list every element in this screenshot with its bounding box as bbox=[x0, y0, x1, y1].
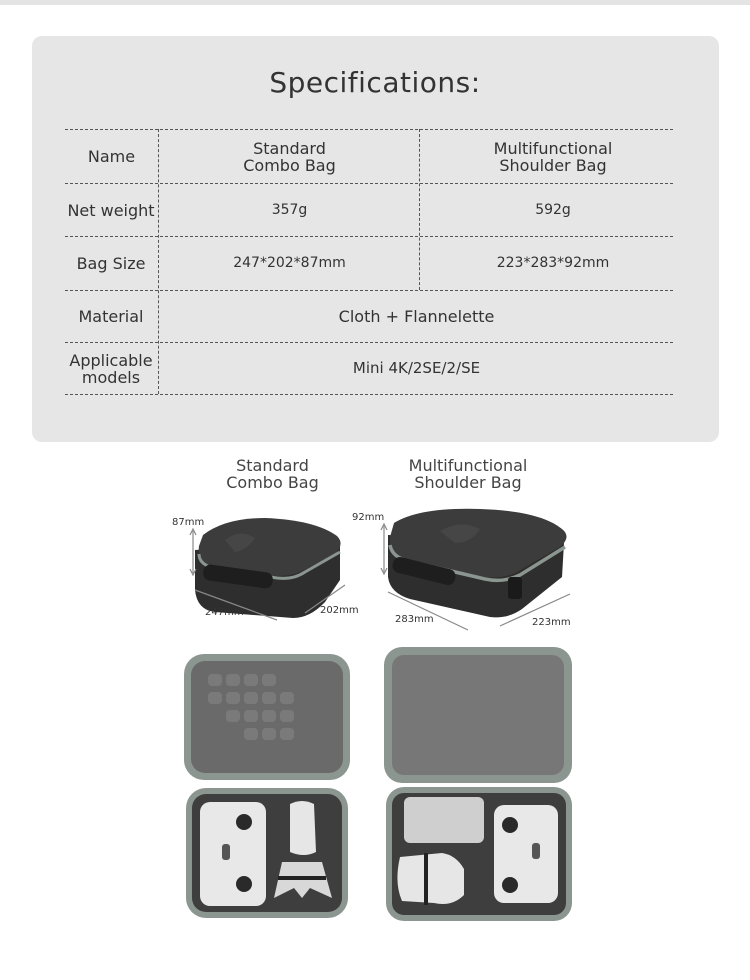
shoulder-dimension-arrows bbox=[378, 520, 578, 635]
row-label-net-weight: Net weight bbox=[67, 200, 155, 220]
standard-depth-dim: 202mm bbox=[320, 605, 359, 616]
shoulder-bag-title: Multifunctional Shoulder Bag bbox=[408, 456, 528, 492]
net-weight-shoulder: 592g bbox=[535, 201, 571, 218]
standard-combo-bag-title: Standard Combo Bag bbox=[226, 456, 319, 492]
shoulder-depth-dim: 223mm bbox=[532, 617, 571, 628]
row-label-material: Material bbox=[78, 307, 144, 326]
header-standard-combo-bag: Standard Combo Bag bbox=[243, 138, 336, 175]
top-bar bbox=[0, 0, 750, 5]
shoulder-bag-open-image bbox=[382, 645, 574, 925]
row-label-applicable-models: Applicable models bbox=[69, 350, 153, 387]
header-name: Name bbox=[87, 147, 136, 166]
bag-size-shoulder: 223*283*92mm bbox=[496, 255, 610, 271]
standard-dimension-arrows bbox=[185, 525, 355, 625]
bag-size-standard: 247*202*87mm bbox=[233, 255, 346, 271]
row-label-bag-size: Bag Size bbox=[76, 254, 146, 273]
shoulder-length-dim: 283mm bbox=[395, 614, 434, 625]
material-value: Cloth + Flannelette bbox=[338, 307, 495, 326]
net-weight-standard: 357g bbox=[271, 201, 308, 218]
header-multifunctional-shoulder-bag: Multifunctional Shoulder Bag bbox=[493, 138, 613, 175]
standard-height-dim: 87mm bbox=[172, 517, 205, 528]
standard-length-dim: 247mm bbox=[205, 607, 244, 618]
standard-bag-open-image bbox=[182, 652, 352, 922]
applicable-models-value: Mini 4K/2SE/2/SE bbox=[352, 359, 481, 377]
shoulder-height-dim: 92mm bbox=[352, 512, 385, 523]
specifications-title: Specifications: bbox=[269, 66, 481, 99]
